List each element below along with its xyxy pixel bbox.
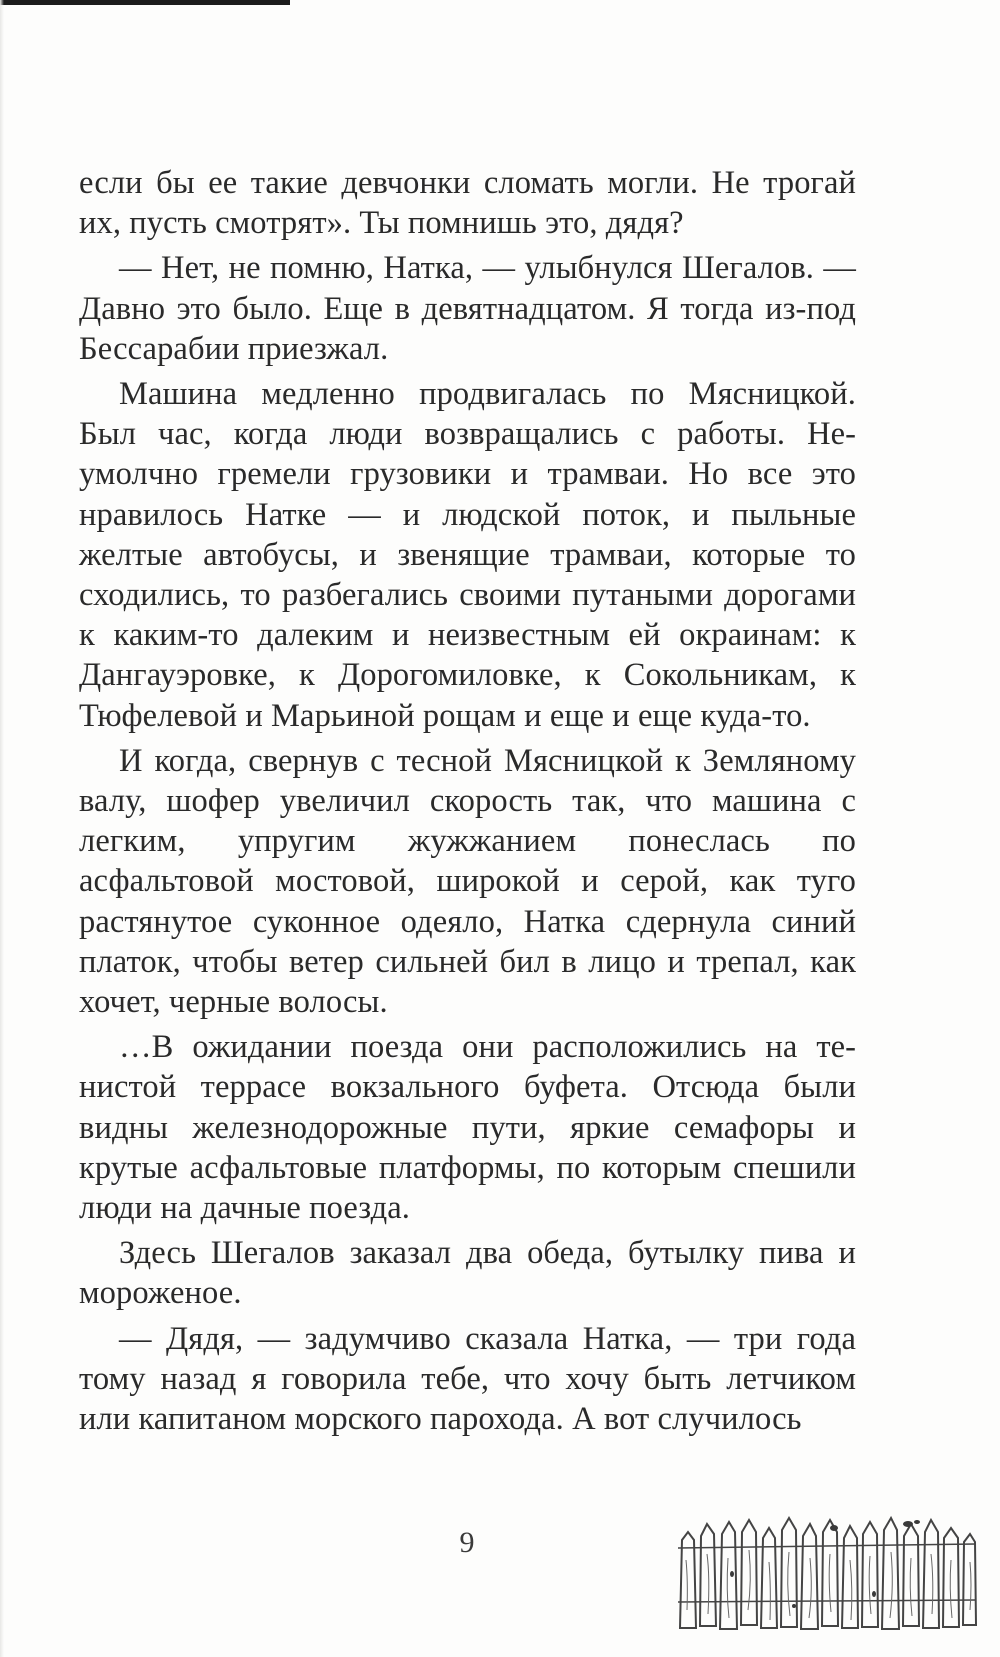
- paragraph: …В ожидании поезда они расположились на тенистой террасе вокзального буфета. Отсюда были видны железнодорожные пути, яркие семафоры и крутые асфальтовые платформы, по которым спешили люди на дачные поезда.: [79, 1029, 856, 1227]
- page-number: 9: [459, 1526, 475, 1559]
- paragraph: И когда, свернув с тесной Мясницкой к Земляному валу, шофер увеличил скорость так, что машина с легким, упругим жужжанием понеслась по асфальтовой мостовой, широкой и серой, как туго растянутое суконное одеяло, Натка сдернула синий платок, чтобы ветер сильней бил в лицо и трепал, как хочет, черные волосы.: [79, 742, 856, 1021]
- paragraph: если бы ее такие девчонки сломать могли. Не трогай их, пусть смотрят». Ты помнишь это, дядя?: [79, 165, 856, 242]
- paragraph: Машина медленно продвигалась по Мясницкой. Был час, когда люди возвращались с работы. Неумолчно гремели грузовики и трамваи. Но все это нравилось Натке — и людской поток, и пыльные желтые автобусы, и звенящие трамваи, которые то сходились, то разбегались своими путаными дорогами к каким-то далеким и неизвестным ей окраинам: к Дангауэровке, к Дорогомиловке, к Сокольникам, к Тюфелевой и Марьиной рощам и еще и еще куда-то.: [79, 376, 856, 734]
- body-text: [79, 163, 856, 1439]
- paragraph: — Нет, не помню, Натка, — улыбнулся Шегалов. — Давно это было. Еще в девятнадцатом. Я тогда из-под Бессарабии приезжал.: [79, 250, 856, 367]
- page-edge-shadow: [0, 0, 4, 1657]
- paragraph: — Дядя, — задумчиво сказала Натка, — три года тому назад я говорила тебе, что хочу быть летчиком или капитаном морского парохода. А вот случилось: [79, 1320, 856, 1438]
- picket-fence-icon: [676, 1510, 979, 1630]
- top-edge-rule: [0, 0, 290, 5]
- paragraph: Здесь Шегалов заказал два обеда, бутылку пива и мороженое.: [79, 1235, 856, 1312]
